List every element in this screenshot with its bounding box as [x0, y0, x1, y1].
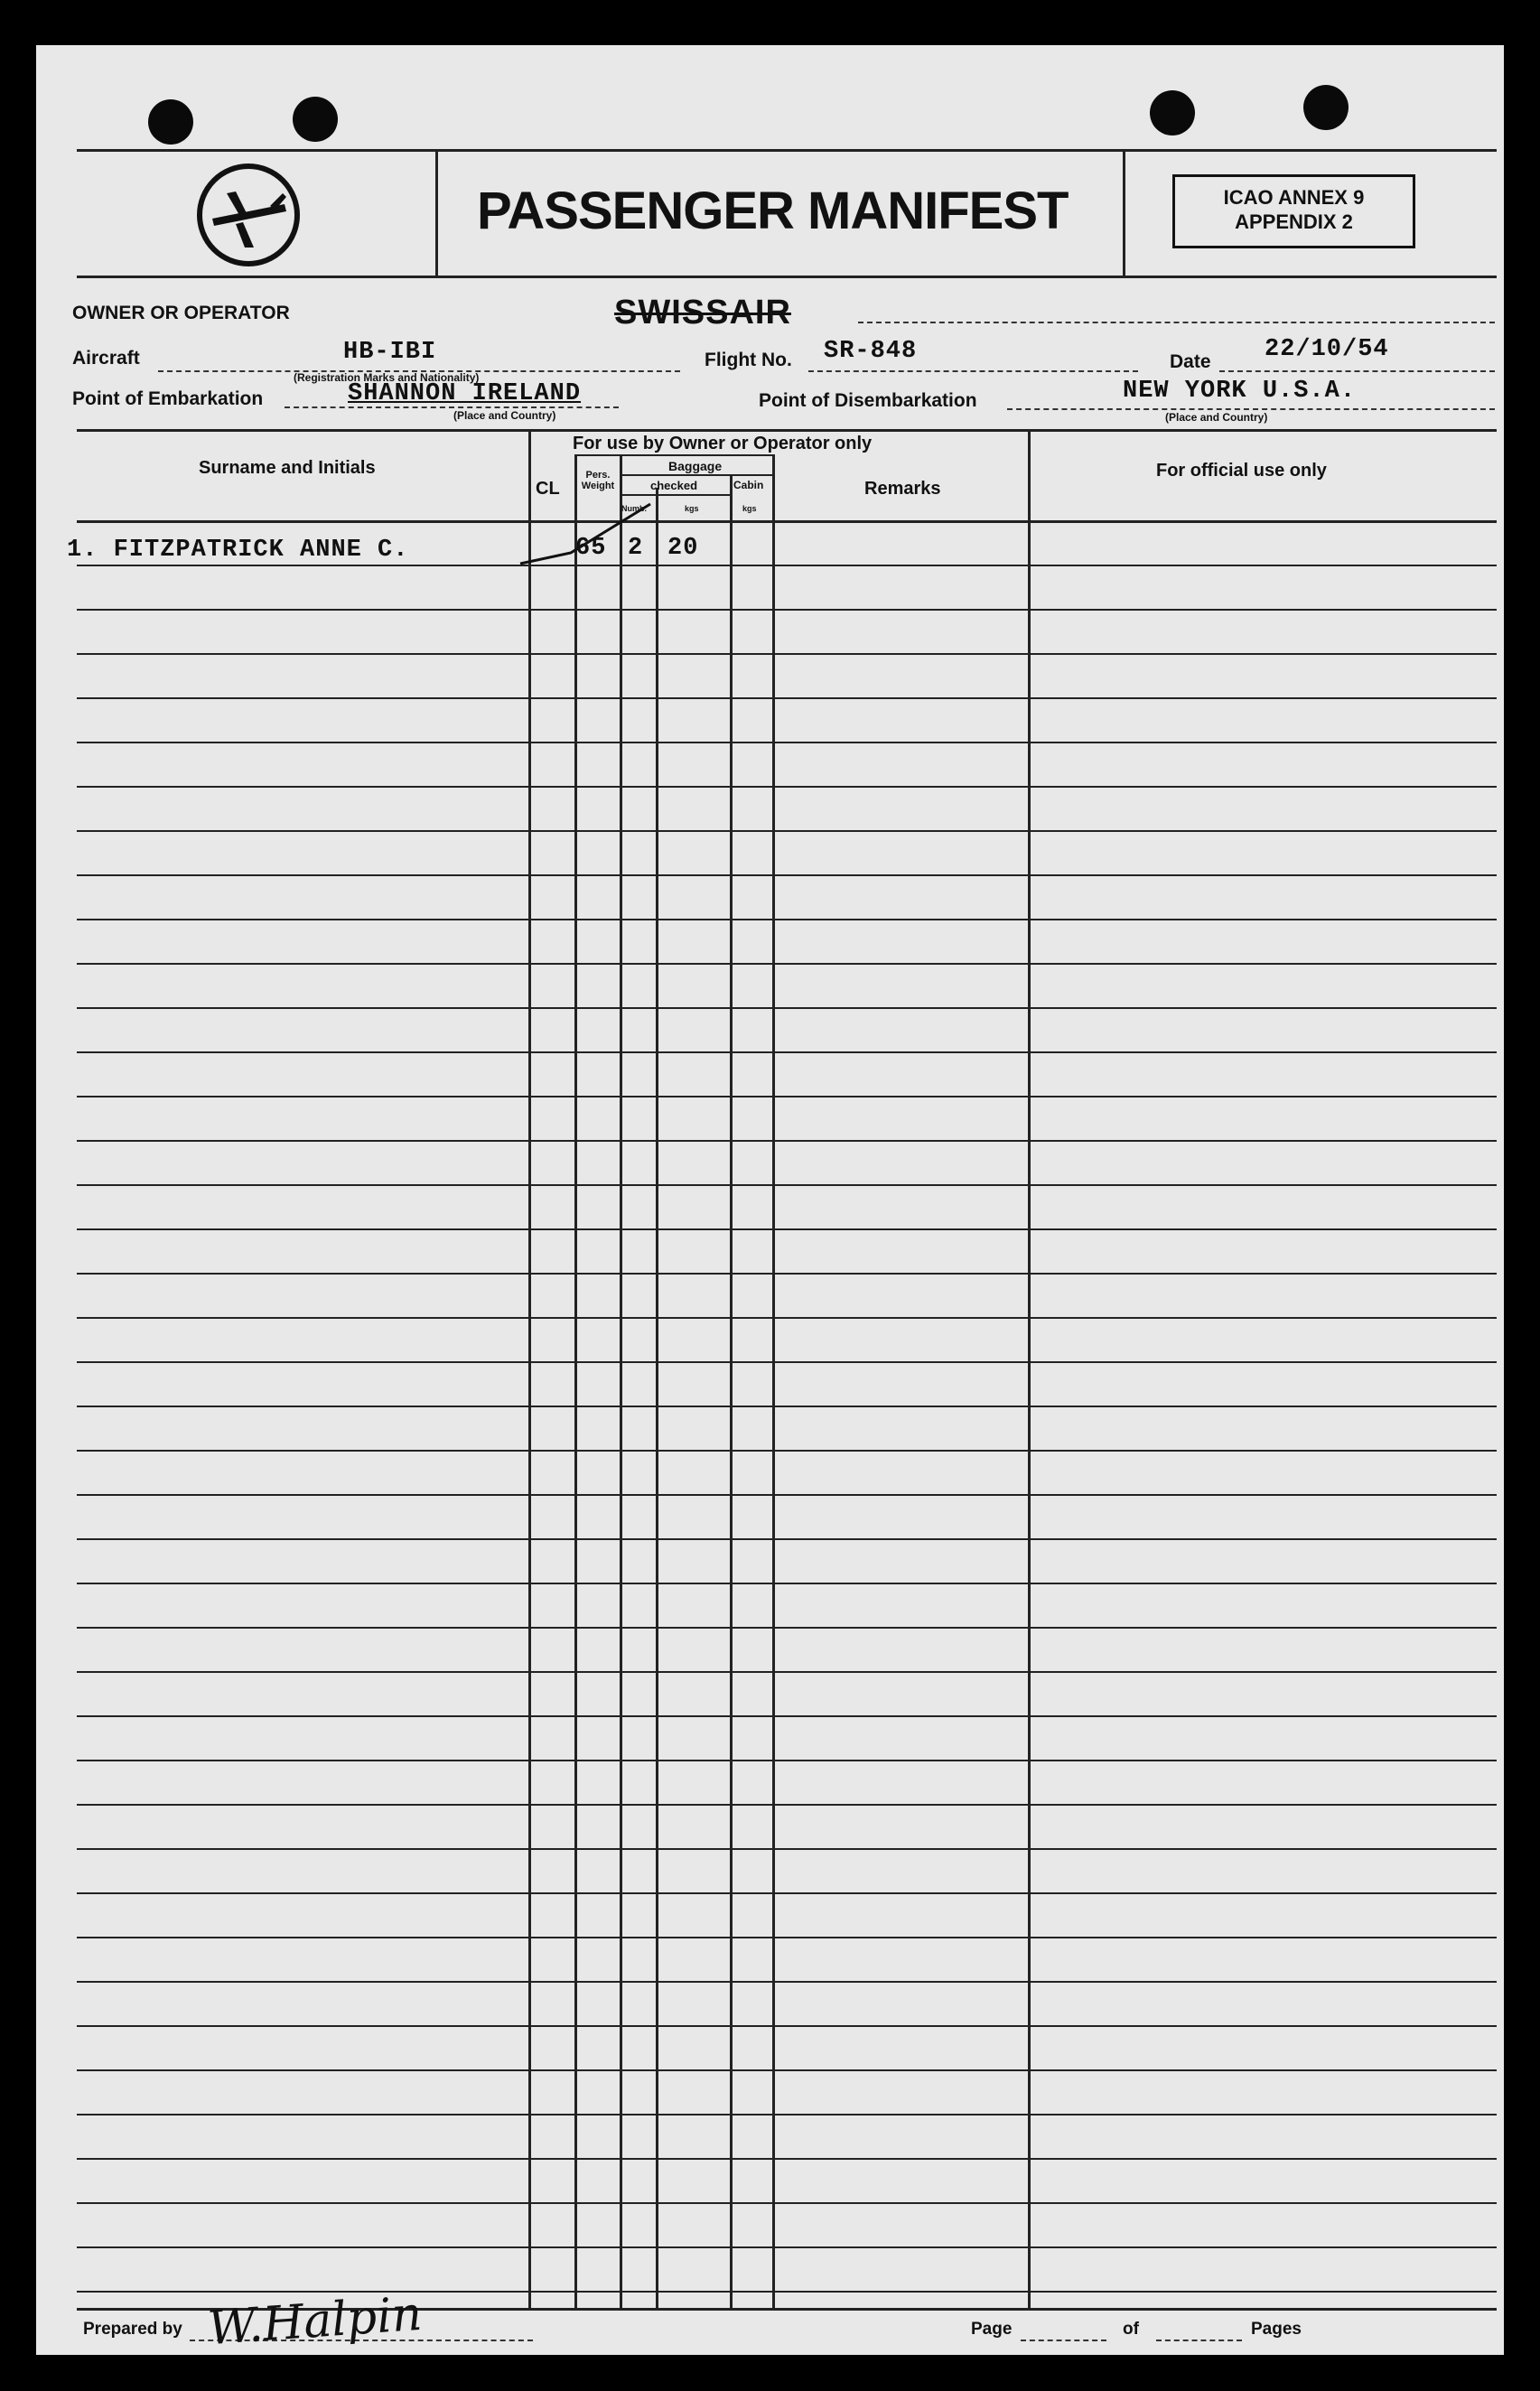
ruled-line: [77, 565, 1497, 566]
page-label: Page: [971, 2320, 1013, 2339]
checked-rule: [620, 494, 730, 496]
embarkation-value: SHANNON IRELAND: [348, 380, 582, 407]
header-owner-group: For use by Owner or Operator only: [573, 434, 873, 453]
header-checked: checked: [650, 479, 698, 492]
ruled-line: [77, 1804, 1497, 1806]
ruled-line: [77, 1627, 1497, 1629]
embarkation-note: (Place and Country): [453, 409, 556, 422]
ruled-line: [77, 2025, 1497, 2027]
ruled-line: [77, 1007, 1497, 1009]
ruled-line: [77, 786, 1497, 788]
header-divider: [435, 149, 438, 276]
ruled-line: [77, 1671, 1497, 1673]
ruled-line: [77, 830, 1497, 832]
ruled-line: [77, 2202, 1497, 2204]
ruled-line: [77, 2114, 1497, 2115]
table-header-rule: [77, 520, 1497, 523]
header-name: Surname and Initials: [199, 458, 376, 478]
col-divider: [730, 474, 733, 2308]
pages-label: Pages: [1251, 2320, 1302, 2339]
ruled-line: [77, 1228, 1497, 1230]
passenger-kgs: 20: [667, 535, 699, 562]
registration-note: (Registration Marks and Nationality): [294, 371, 480, 384]
header-bottom-rule: [77, 276, 1497, 278]
header-pers: Pers.: [585, 470, 611, 481]
header-cl: CL: [536, 479, 560, 499]
ruled-line: [77, 2246, 1497, 2248]
ruled-line: [77, 1184, 1497, 1186]
header-official: For official use only: [1156, 461, 1327, 481]
col-divider: [772, 454, 775, 2308]
ruled-line: [77, 1583, 1497, 1584]
ruled-line: [77, 1760, 1497, 1761]
ruled-line: [77, 1406, 1497, 1407]
ruled-line: [77, 963, 1497, 965]
date-underline: [1219, 370, 1495, 372]
header-baggage: Baggage: [668, 459, 723, 473]
ruled-line: [77, 1538, 1497, 1540]
page-title: PASSENGER MANIFEST: [477, 182, 1069, 240]
passenger-name: 1. FITZPATRICK ANNE C.: [67, 537, 409, 564]
ruled-line: [77, 919, 1497, 920]
signature: W.Halpin: [206, 2286, 425, 2357]
table-top-rule: [77, 429, 1497, 432]
flight-value: SR-848: [824, 338, 918, 365]
ruled-line: [77, 653, 1497, 655]
header-weight: Weight: [581, 481, 615, 491]
header-cabin-kgs: kgs: [742, 504, 757, 513]
punch-hole: [1303, 85, 1349, 130]
ruled-line: [77, 1848, 1497, 1850]
date-label: Date: [1170, 351, 1211, 372]
ruled-line: [77, 1317, 1497, 1319]
airline-logo-icon: [194, 161, 303, 269]
ruled-line: [77, 609, 1497, 611]
flight-underline: [808, 370, 1138, 372]
header-numb: Numb.: [621, 504, 647, 513]
owner-group-rule: [574, 454, 772, 456]
punch-hole: [148, 99, 193, 145]
aircraft-label: Aircraft: [72, 348, 140, 369]
punch-hole: [293, 97, 338, 142]
ruled-line: [77, 1051, 1497, 1053]
col-divider: [574, 454, 577, 2308]
disembarkation-label: Point of Disembarkation: [759, 390, 977, 411]
disembarkation-underline: [1007, 408, 1495, 410]
header-top-rule: [77, 149, 1497, 152]
ruled-line: [77, 697, 1497, 699]
ruled-line: [77, 2158, 1497, 2160]
baggage-rule: [620, 474, 772, 476]
ruled-line: [77, 2291, 1497, 2293]
ruled-line: [77, 2069, 1497, 2071]
of-label: of: [1123, 2320, 1139, 2339]
ruled-line: [77, 874, 1497, 876]
ruled-line: [77, 1892, 1497, 1894]
ruled-line: [77, 1096, 1497, 1097]
page-underline: [1021, 2340, 1106, 2341]
owner-value: SWISSAIR: [614, 294, 791, 332]
col-divider: [656, 488, 658, 2308]
passenger-weight: 65: [575, 535, 607, 562]
icao-line-1: ICAO ANNEX 9: [1223, 186, 1365, 209]
aircraft-value: HB-IBI: [343, 339, 437, 366]
ruled-line: [77, 1450, 1497, 1452]
header-divider: [1123, 149, 1125, 276]
owner-label: OWNER OR OPERATOR: [72, 303, 290, 323]
ruled-line: [77, 1937, 1497, 1938]
disembarkation-note: (Place and Country): [1165, 411, 1268, 424]
header-pers-weight: [578, 470, 618, 491]
ruled-line: [77, 1494, 1497, 1496]
ruled-line: [77, 1361, 1497, 1363]
header-remarks: Remarks: [864, 479, 941, 499]
col-divider: [620, 454, 622, 2308]
icao-reference-box: [1172, 174, 1415, 248]
ruled-line: [77, 1715, 1497, 1717]
manifest-sheet: [36, 45, 1504, 2355]
ruled-line: [77, 1981, 1497, 1983]
of-underline: [1156, 2340, 1242, 2341]
header-cabin: Cabin: [733, 479, 764, 491]
header-kgs: kgs: [685, 504, 699, 513]
icao-line-2: APPENDIX 2: [1235, 210, 1353, 233]
prepared-label: Prepared by: [83, 2320, 182, 2339]
date-value: 22/10/54: [1265, 336, 1389, 363]
disembarkation-value: NEW YORK U.S.A.: [1123, 378, 1357, 405]
embarkation-label: Point of Embarkation: [72, 388, 264, 409]
owner-underline: [858, 322, 1495, 323]
ruled-line: [77, 1140, 1497, 1142]
punch-hole: [1150, 90, 1195, 135]
passenger-pieces: 2: [628, 535, 644, 562]
flight-label: Flight No.: [705, 350, 792, 370]
ruled-line: [77, 1273, 1497, 1275]
ruled-line: [77, 742, 1497, 743]
